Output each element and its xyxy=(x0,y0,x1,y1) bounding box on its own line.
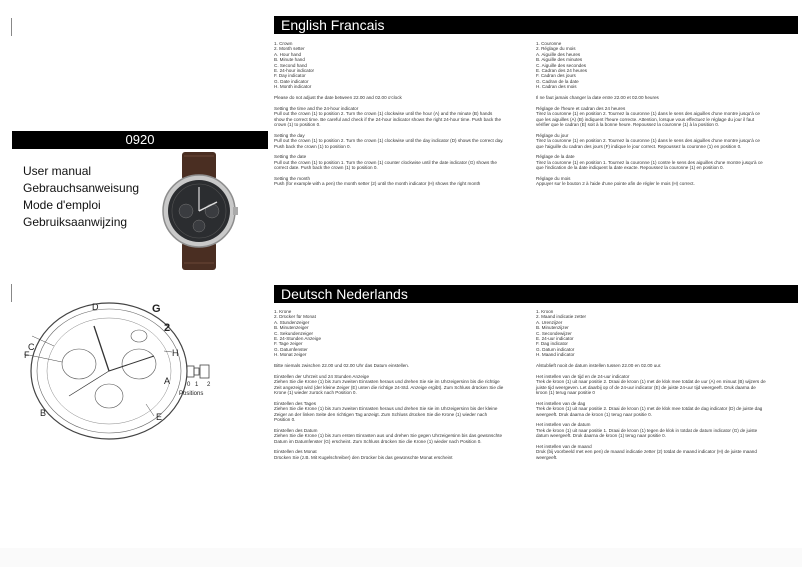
part-item: 1. Krone xyxy=(274,309,292,314)
diagram-label-g: G xyxy=(152,303,161,315)
section-title: Einstellen der Uhrzeit und 24 Stunden Anzeige xyxy=(274,373,370,379)
section-title: Het instellen van de maand xyxy=(536,444,592,450)
section-text: Pull out the crown (1) to position 1. Turn the crown (1) counter clockwise until the date indicator (G) shows the correct date. Push back the crown (1) to position 0. xyxy=(274,159,497,171)
section-title: Het instellen van de tijd en de 24-uur indicator xyxy=(536,373,630,379)
part-item: G. Cadran de la date xyxy=(536,78,579,84)
part-item: F. Day indicator xyxy=(274,73,306,79)
part-item: H. Month indicator xyxy=(274,84,312,90)
part-item: 2. Month setter xyxy=(274,46,305,52)
part-item: E. 24-Stunden Anzeige xyxy=(274,336,321,342)
watch-photo xyxy=(158,152,240,270)
section-title: Einstellen des Tages xyxy=(274,400,317,406)
part-item: G. Date indicator xyxy=(274,78,309,84)
part-item: A. Stundenzeiger xyxy=(274,319,310,325)
header-german-dutch: Deutsch Nederlands xyxy=(274,285,798,303)
date-note: Bitte niemals zwischen 22.00 und 02.00 Uhr das Datum einstellen. xyxy=(274,363,410,369)
diagram-label-a: A xyxy=(164,376,171,386)
part-item: B. Minute hand xyxy=(274,57,305,63)
diagram-label-c: C xyxy=(28,342,35,352)
section-title: Setting the day xyxy=(274,132,305,138)
section-title: Setting the date xyxy=(274,154,307,160)
part-item: G. Datumfenster xyxy=(274,346,308,352)
date-note: Please do not adjust the date between 22.00 and 02.00 o'clock xyxy=(274,95,402,101)
part-item: A. Aiguille des heures xyxy=(536,51,581,57)
english-instructions xyxy=(274,41,504,187)
position-2: 2 xyxy=(207,382,211,388)
header-english-french: English Francais xyxy=(274,16,798,34)
part-item: E. 24-hour indicator xyxy=(274,68,315,74)
manual-title: Mode d'emploi xyxy=(23,198,101,212)
part-item: B. Aiguille des minutes xyxy=(536,57,583,63)
section-title: Het instellen van de dag xyxy=(536,400,586,406)
section-title: Het instellen van de datum xyxy=(536,422,591,428)
positions-label: Positions xyxy=(179,391,204,397)
section-text: Pull out the crown (1) to position 2. Turn the crown (1) clockwise until the hour (A) and the minute (B) hands show the correct time. Be careful and check if the 24-hour indicator shows the right 24-hour time. Push back the crown (1) to position 0. xyxy=(274,111,501,128)
part-item: 1. Kroon xyxy=(536,309,554,314)
part-item: 2. Réglage du mois xyxy=(536,46,576,52)
section-text: Ziehen Sie die Krone (1) bis zum ersten Einrasten aus und drehen Sie gegen Uhrzeigersinn bis das gewünschte Datum im Datumfenster (G) erscheint. Zum Schluss drücken Sie die Krone (1) wieder nach Position 0. xyxy=(274,433,503,444)
part-item: F. Cadran des jours xyxy=(536,73,576,79)
section-text: Druk (bij voorbeeld met een pen) de maand indicatie zetter (2) totdat de maand indicator (H) de juiste maand weergeeft. xyxy=(536,449,757,460)
section-text: Tirez la couronne (1) en position 2. Tournez la couronne (1) dans le sens des aiguilles d'une montre jusqu'à ce que l'aiguille du cadran des jours (F) indique le jour correct. Repoussez la couronne (1) en position 0. xyxy=(536,138,760,149)
position-0: 0 xyxy=(187,382,191,388)
part-item: C. Secondewijzer xyxy=(536,330,572,336)
section-text: Ziehen Sie die Krone (1) bis zum zweiten Einrasten heraus und drehen Sie sie im Uhrzeigersinn bis die richtige Zeit angezeigt wird (der kleine Zeiger (E) unten die richtige 24-Std. Anzeige ergibt). Zum Schluss drücken Sie die Krone (1) wieder zurück nach Position 0. xyxy=(274,379,504,396)
part-item: C. Aiguille des secondes xyxy=(536,62,587,68)
section-text: Trek de kroon (1) uit naar positie 2. Draai de kroon (1) met de klok mee totdat de dag indicator (D) de juiste dag weergeeft. Druk daarna de kroon (1) terug naar positie 0. xyxy=(536,406,763,417)
section-text: Pull out the crown (1) to position 2. Turn the crown (1) clockwise until the day indicator (D) shows the correct day. Push back the crown (1) to position 0. xyxy=(274,138,504,149)
section-text: Appuyer sur le bouton 2 à l'aide d'une pointe afin de régler le mois (H) correct. xyxy=(536,181,695,187)
manual-title: Gebrauchsanweisung xyxy=(23,181,140,195)
model-number-bar: 0920 xyxy=(12,131,268,149)
section-text: Trek de kroon (1) uit naar positie 2. Draai de kroon (1) met de klok mee totdat de uur (A) en minuut (B) wijzers de juiste tijd weergeven. Let daarbij op of de 24-uur indicator (E) de juiste 24-uur tijd weergeeft. Druk daarna de kroon (1) terug naar positie 0 xyxy=(536,379,766,396)
section-title: Setting the time and the 24-hour indicator xyxy=(274,105,359,111)
part-item: B. Minutenzijzer xyxy=(536,325,569,331)
page-footer-strip xyxy=(0,548,802,567)
manual-titles xyxy=(23,163,139,231)
diagram-label-e: E xyxy=(156,412,163,422)
part-item: 2. Maand indicatie zetter xyxy=(536,314,587,320)
date-note: Alstublieft nooit de datum instellen tussen 22.00 en 02.00 uur. xyxy=(536,363,662,369)
section-text: Tirez la couronne (1) en position 1. Tournez la couronne (1) contre le sens des aiguilles d'une montre jusqu'à ce que l'indication de la date indiquent la date exacte. Repoussez la couronne (1) en position 0. xyxy=(536,159,763,171)
section-title: Einstellen des Datum xyxy=(274,427,318,433)
section-title: Setting the month xyxy=(274,176,311,182)
part-item: 2. Drücker für Monat xyxy=(274,314,316,320)
diagram-label-b: B xyxy=(40,408,47,418)
section-text: Drücken Sie (z.B. Mit Kugelschreiber) den Drücker bis das gewünschte Monat erscheint xyxy=(274,454,453,460)
part-item: E. Cadran des 24 heures xyxy=(536,68,588,74)
part-item: H. Monat zeiger xyxy=(274,352,307,358)
part-item: H. Maand indicator xyxy=(536,352,575,358)
section-text: Push (for example with a pen) the month setter (2) until the month indicator (H) shows the right month xyxy=(274,181,481,187)
diagram-label-f: F xyxy=(24,350,30,360)
section-title: Einstellen des Monat xyxy=(274,449,317,455)
manual-title: User manual xyxy=(23,164,92,178)
date-note: Il ne faut jamais changer la date entre 22.00 et 02.00 heures xyxy=(536,95,659,101)
part-item: F. Dag indicator xyxy=(536,341,568,347)
french-instructions xyxy=(536,41,766,187)
diagram-label-d: D xyxy=(92,302,99,312)
section-title: Réglage du mois xyxy=(536,176,571,182)
section-text: Trek de kroon (1) uit naar positie 1. Draai de kroon (1) tegen de klok in totdat de datum indicator (G) de juiste datum weergeeft. Druk daarna de kroon (1) terug naar positie 0. xyxy=(536,427,758,439)
diagram-label-h: H xyxy=(172,348,179,358)
part-item: H. Cadran des mois xyxy=(536,84,577,90)
part-item: F. Tage zeiger xyxy=(274,341,303,347)
section-text: Tirez la couronne (1) en position 2. Tournez la couronne (1) dans le sens des aiguilles d'une montre jusqu'à ce que les aiguilles (A) (B) indiquent l'heure correcte. Attention, lorsque vous effectuez le réglage du jour il faut vérifier que le cadran (E) soit à la bonne heure. Repoussez la couronne (1) à la position 0. xyxy=(536,111,760,128)
diagram-label-2: 2 xyxy=(164,322,171,334)
position-1: 1 xyxy=(195,382,199,388)
crop-mark xyxy=(11,18,12,36)
german-instructions xyxy=(274,309,504,460)
dutch-instructions xyxy=(536,309,766,460)
section-title: Réglage du jour xyxy=(536,132,569,138)
section-title: Réglage de la date xyxy=(536,154,575,160)
part-item: A. Hour hand xyxy=(274,51,302,57)
part-item: G. Datum indicator xyxy=(536,346,575,352)
part-item: C. Sekundenzeiger xyxy=(274,330,314,336)
section-text: Ziehen Sie die Krone (1) bis zum zweiten Einrasten heraus und drehen Sie sie im Uhrzeigersinn bis der kleine Zeiger an der linken Seite den richtigen Tag anzeigt. Zum Schluss drücken Sie die Krone (1) wieder nach Position 0. xyxy=(274,406,498,423)
manual-title: Gebruiksaanwijzing xyxy=(23,215,128,229)
section-title: Réglage de l'heure et cadran des 24 heures xyxy=(536,105,626,111)
part-item: A. Urenzijzer xyxy=(536,319,563,325)
part-item: 1. Crown xyxy=(274,41,293,46)
part-item: B. Minutenzeiger xyxy=(274,325,309,331)
part-item: 1. Couronne xyxy=(536,41,562,46)
part-item: E. 24-uur indicator xyxy=(536,336,574,342)
crop-mark xyxy=(11,284,12,302)
watch-diagram xyxy=(14,296,224,446)
part-item: C. Second hand xyxy=(274,62,307,68)
